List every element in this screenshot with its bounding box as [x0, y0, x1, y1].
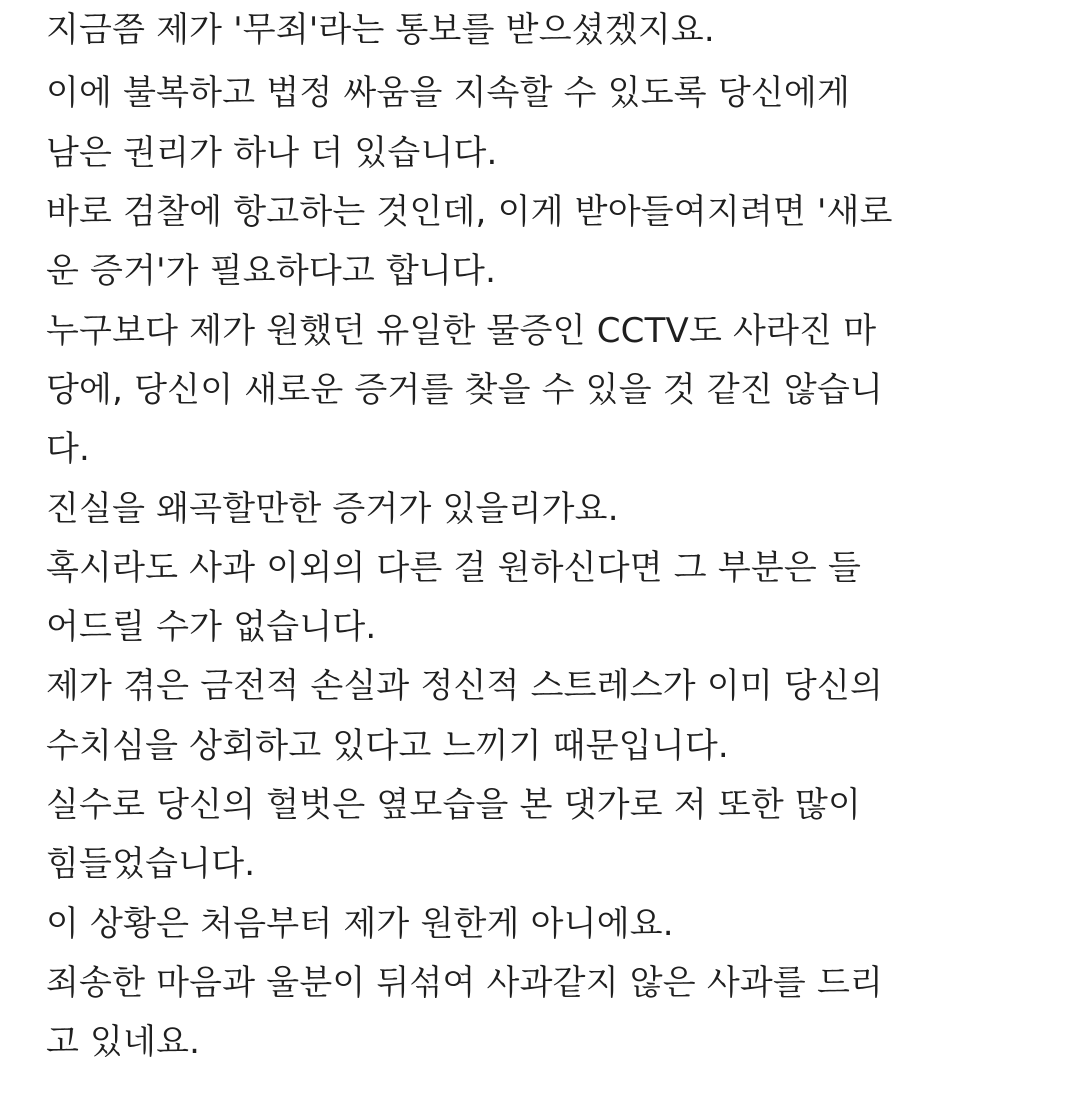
letter-line: 당에, 당신이 새로운 증거를 찾을 수 있을 것 같진 않습니: [46, 370, 884, 410]
letter-line: 이 상황은 처음부터 제가 원한게 아니에요.: [46, 904, 674, 944]
letter-line: 고 있네요.: [46, 1022, 201, 1062]
letter-line: 지금쯤 제가 '무죄'라는 통보를 받으셨겠지요.: [46, 10, 715, 50]
letter-line: 운 증거'가 필요하다고 합니다.: [46, 251, 497, 291]
letter-line: 바로 검찰에 항고하는 것인데, 이게 받아들여지려면 '새로: [46, 192, 893, 232]
letter-line: 남은 권리가 하나 더 있습니다.: [46, 133, 498, 173]
letter-line: 실수로 당신의 헐벗은 옆모습을 본 댓가로 저 또한 많이: [46, 785, 862, 825]
letter-line: 어드릴 수가 없습니다.: [46, 607, 377, 647]
letter-line: 수치심을 상회하고 있다고 느끼기 때문입니다.: [46, 726, 729, 766]
letter-line: 제가 겪은 금전적 손실과 정신적 스트레스가 이미 당신의: [46, 666, 884, 706]
letter-line: 누구보다 제가 원했던 유일한 물증인 CCTV도 사라진 마: [46, 311, 877, 351]
letter-line: 힘들었습니다.: [46, 844, 256, 884]
letter-line: 진실을 왜곡할만한 증거가 있을리가요.: [46, 489, 619, 529]
letter-line: 이에 불복하고 법정 싸움을 지속할 수 있도록 당신에게: [46, 73, 851, 113]
letter-line: 다.: [46, 429, 91, 469]
letter-line: 혹시라도 사과 이외의 다른 걸 원하신다면 그 부분은 들: [46, 548, 862, 588]
letter-line: 죄송한 마음과 울분이 뒤섞여 사과같지 않은 사과를 드리: [46, 963, 884, 1003]
